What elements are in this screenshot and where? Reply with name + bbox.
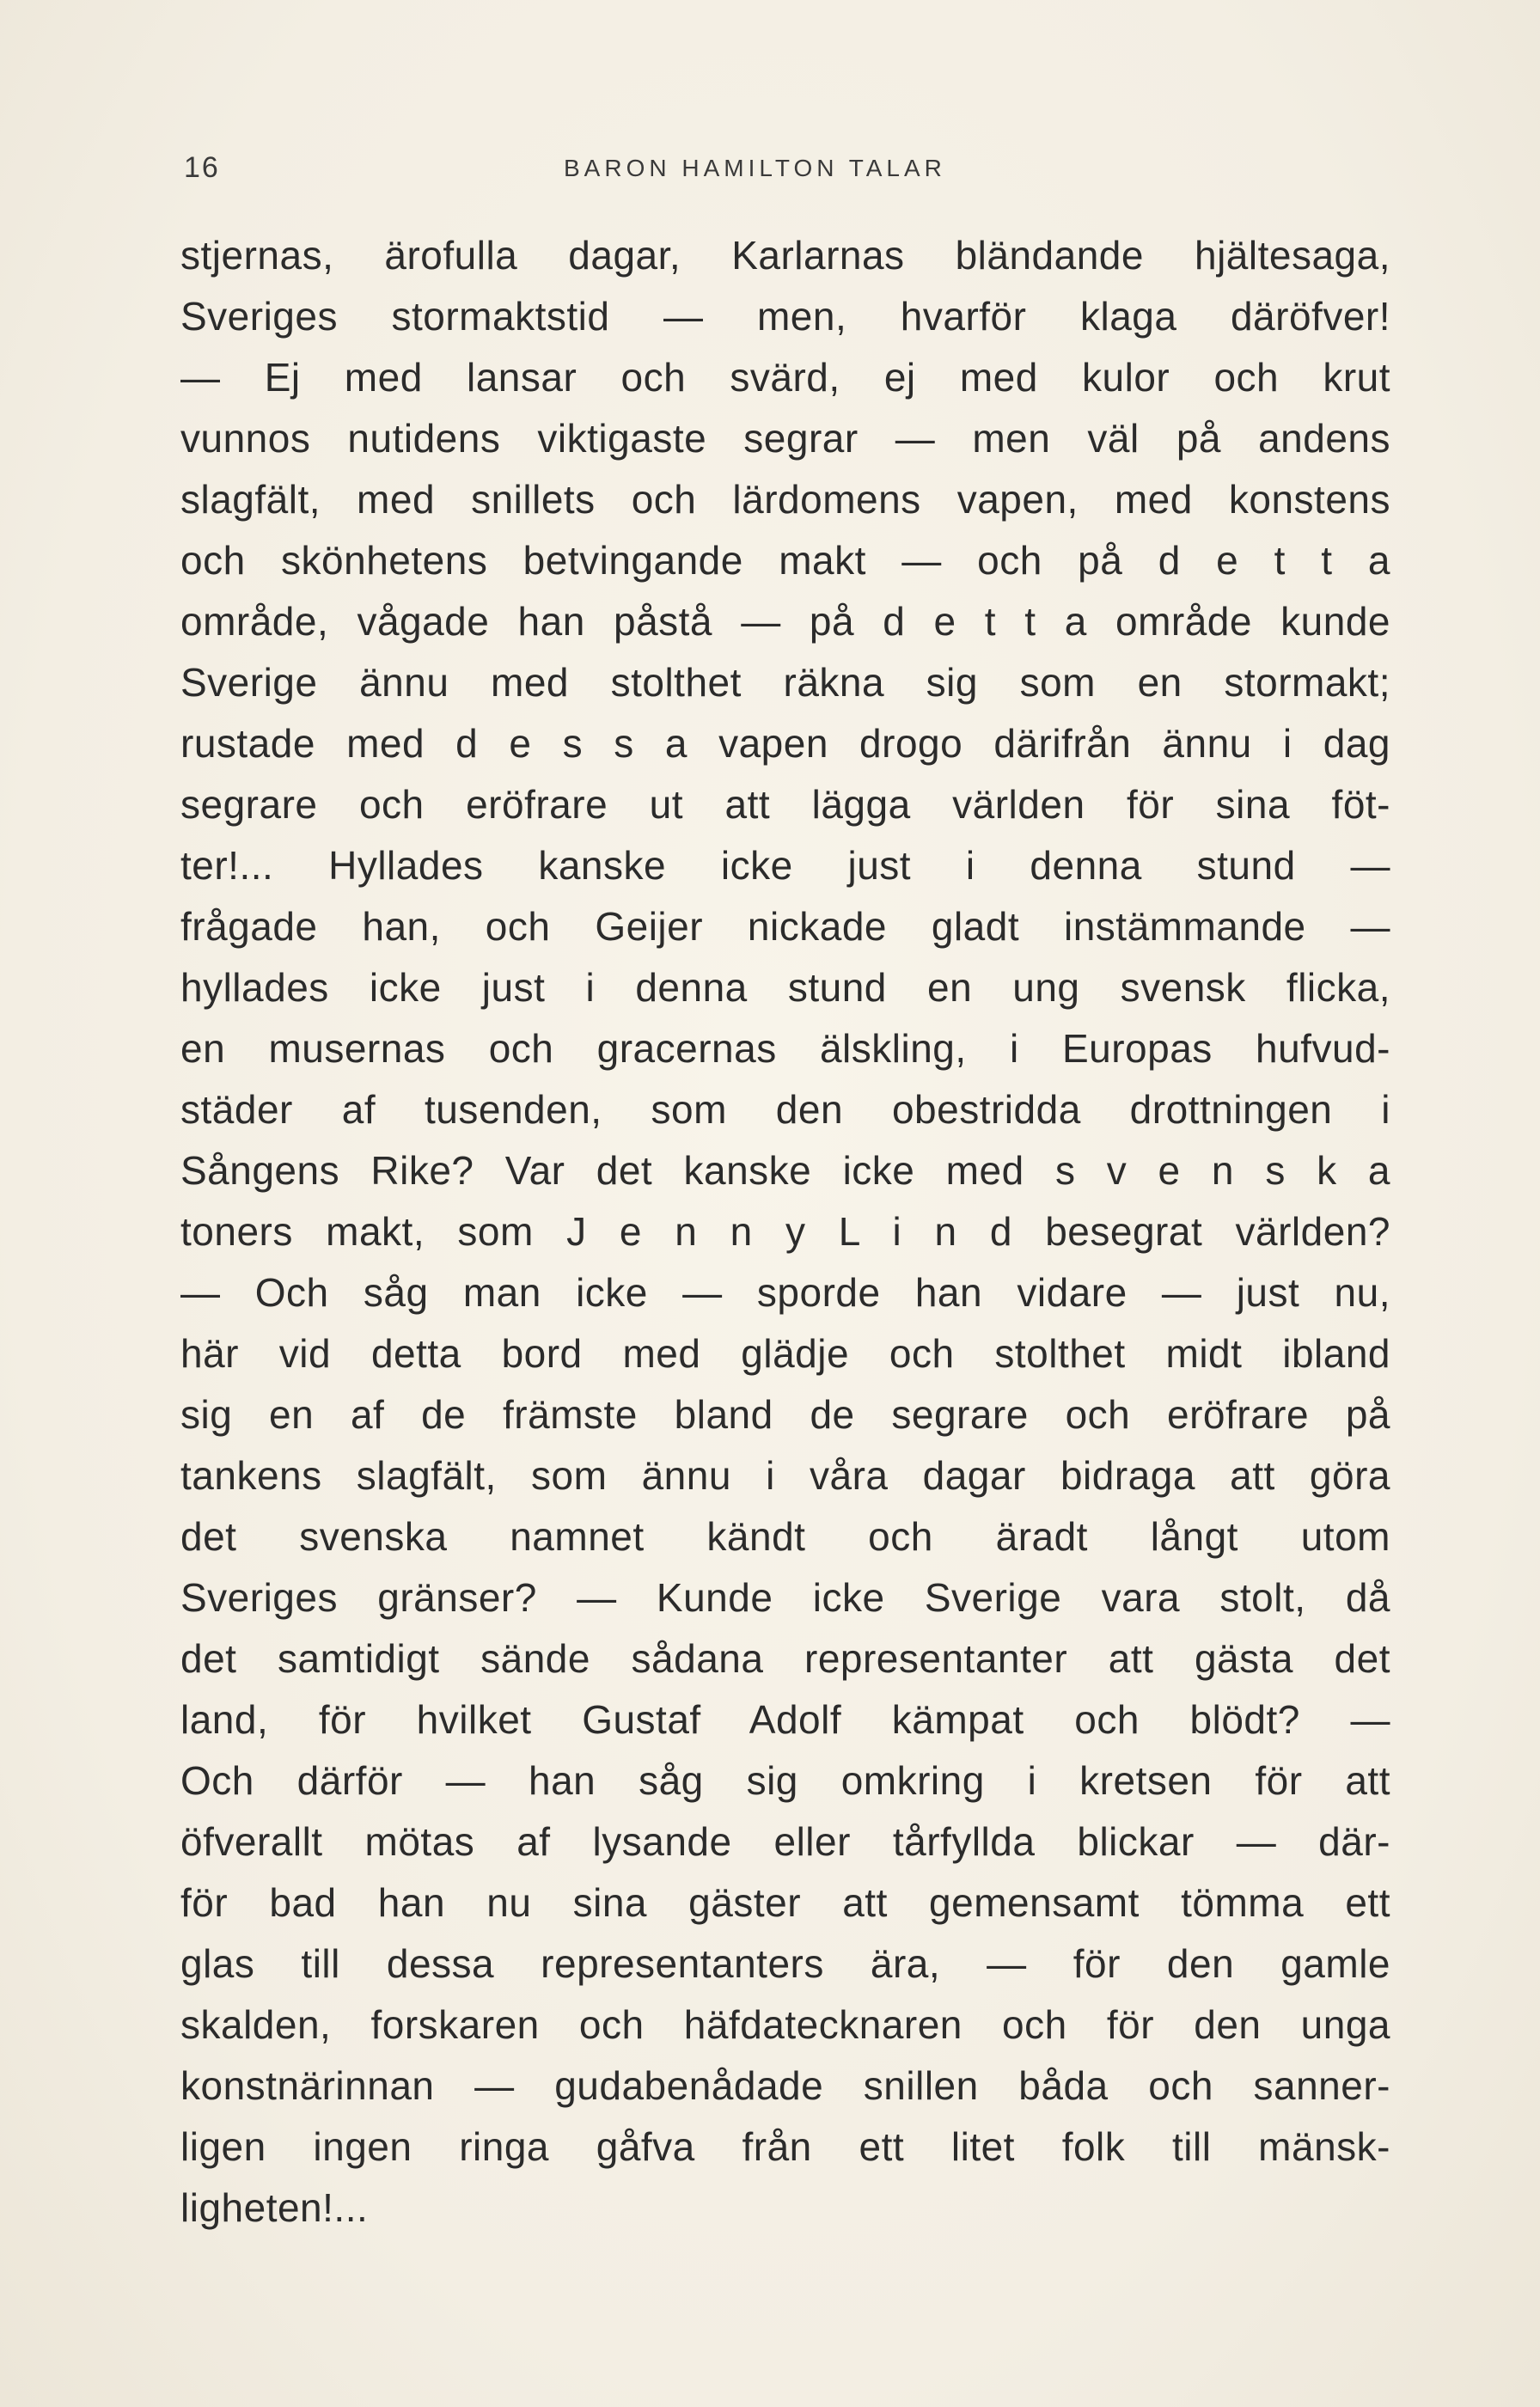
text-line: öfverallt mötas af lysande eller tårfyllda blickar — där- bbox=[180, 1819, 1390, 1864]
running-title: BARON HAMILTON TALAR bbox=[564, 155, 946, 181]
text-line: en musernas och gracernas älskling, i Europas hufvud- bbox=[180, 1026, 1390, 1071]
text-line: Sångens Rike? Var det kanske icke med s v e n s k a bbox=[180, 1148, 1390, 1193]
text-line: tankens slagfält, som ännu i våra dagar bidraga att göra bbox=[180, 1453, 1390, 1498]
text-line: skalden, forskaren och häfdatecknaren och för den unga bbox=[180, 2002, 1390, 2047]
running-head bbox=[184, 151, 1387, 194]
text-line: Och därför — han såg sig omkring i kretsen för att bbox=[180, 1758, 1390, 1803]
text-line: Sverige ännu med stolthet räkna sig som en stormakt; bbox=[180, 660, 1390, 705]
text-line-final: ligheten!... bbox=[180, 2185, 369, 2230]
text-line: — Ej med lansar och svärd, ej med kulor och krut bbox=[180, 355, 1390, 400]
page-number: 16 bbox=[184, 151, 220, 184]
text-line: segrare och eröfrare ut att lägga världen för sina föt- bbox=[180, 782, 1390, 827]
text-line: stjernas, ärofulla dagar, Karlarnas bländande hjältesaga, bbox=[180, 233, 1390, 278]
text-line: område, vågade han påstå — på d e t t a område kunde bbox=[180, 599, 1390, 644]
text-line: Sveriges gränser? — Kunde icke Sverige vara stolt, då bbox=[180, 1575, 1390, 1620]
text-line: Sveriges stormaktstid — men, hvarför klaga däröfver! bbox=[180, 294, 1390, 339]
text-line: och skönhetens betvingande makt — och på d e t t a bbox=[180, 538, 1390, 583]
text-line: — Och såg man icke — sporde han vidare — just nu, bbox=[180, 1270, 1390, 1315]
body-text bbox=[180, 225, 1390, 2239]
text-line: slagfält, med snillets och lärdomens vapen, med konstens bbox=[180, 477, 1390, 522]
text-line: toners makt, som J e n n y L i n d besegrat världen? bbox=[180, 1209, 1390, 1254]
text-line: ter!... Hyllades kanske icke just i denna stund — bbox=[180, 843, 1390, 888]
text-line: det svenska namnet kändt och äradt långt utom bbox=[180, 1514, 1390, 1559]
text-line: för bad han nu sina gäster att gemensamt tömma ett bbox=[180, 1880, 1390, 1925]
text-line: hyllades icke just i denna stund en ung svensk flicka, bbox=[180, 965, 1390, 1010]
text-line: land, för hvilket Gustaf Adolf kämpat och blödt? — bbox=[180, 1697, 1390, 1742]
text-line: glas till dessa representanters ära, — för den gamle bbox=[180, 1941, 1390, 1986]
text-line: frågade han, och Geijer nickade gladt instämmande — bbox=[180, 904, 1390, 949]
text-line: städer af tusenden, som den obestridda drottningen i bbox=[180, 1087, 1390, 1132]
text-line: rustade med d e s s a vapen drogo därifrån ännu i dag bbox=[180, 721, 1390, 766]
text-line: ligen ingen ringa gåfva från ett litet folk till mänsk- bbox=[180, 2124, 1390, 2169]
text-line: sig en af de främste bland de segrare och eröfrare på bbox=[180, 1392, 1390, 1437]
text-line: det samtidigt sände sådana representanter att gästa det bbox=[180, 1636, 1390, 1681]
text-line: här vid detta bord med glädje och stolthet midt ibland bbox=[180, 1331, 1390, 1376]
text-line: vunnos nutidens viktigaste segrar — men väl på andens bbox=[180, 416, 1390, 461]
text-line: konstnärinnan — gudabenådade snillen båda och sanner- bbox=[180, 2063, 1390, 2108]
